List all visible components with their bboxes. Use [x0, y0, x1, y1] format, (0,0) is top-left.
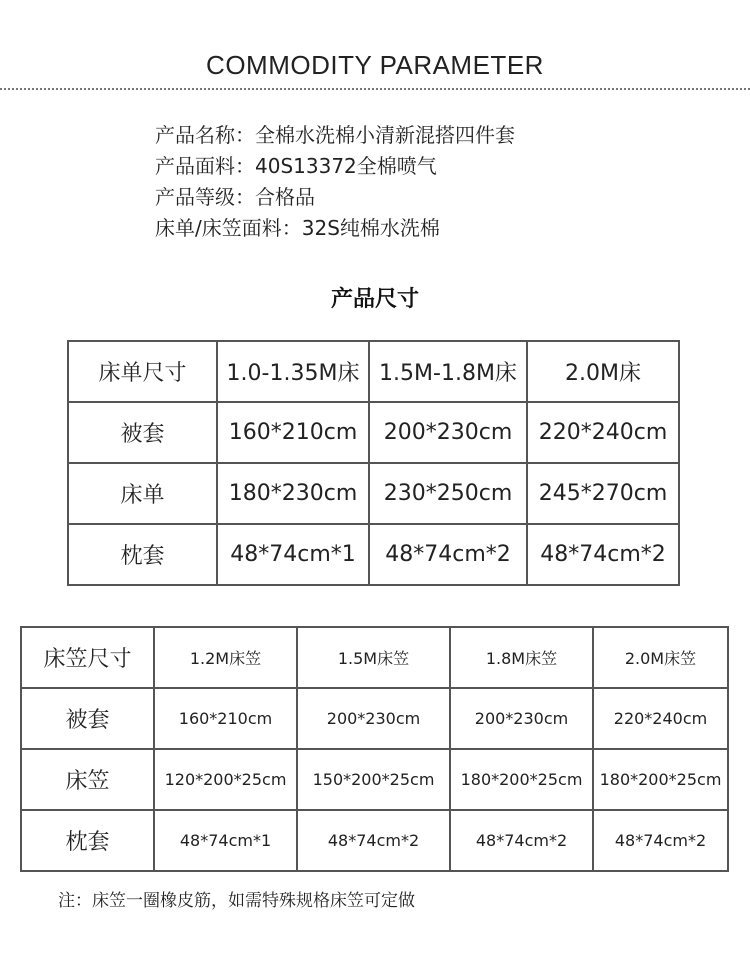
table-header-cell: 床笠尺寸 [21, 627, 154, 688]
fitted-sheet-size-table [20, 626, 729, 872]
param-fabric [155, 151, 515, 182]
row-label: 床单 [68, 463, 217, 524]
param-label: 产品名称： [155, 123, 255, 147]
table-cell: 48*74cm*2 [297, 810, 450, 871]
param-grade [155, 182, 515, 213]
table-cell: 48*74cm*1 [154, 810, 297, 871]
row-label: 床笠 [21, 749, 154, 810]
param-label: 床单/床笠面料： [155, 216, 302, 240]
row-label: 枕套 [21, 810, 154, 871]
table-header-cell: 床单尺寸 [68, 341, 217, 402]
table-header-cell: 1.0-1.35M床 [217, 341, 369, 402]
param-name [155, 120, 515, 151]
param-sheet-fabric [155, 213, 515, 244]
table-cell: 230*250cm [369, 463, 527, 524]
table-cell: 220*240cm [527, 402, 679, 463]
table-cell: 200*230cm [369, 402, 527, 463]
table-header-row [21, 627, 728, 688]
footnote: 注：床笠一圈橡皮筋，如需特殊规格床笠可定做 [58, 891, 415, 911]
row-label: 枕套 [68, 524, 217, 585]
table-header-cell: 2.0M床笠 [593, 627, 728, 688]
param-value: 合格品 [255, 185, 315, 209]
table-cell: 48*74cm*2 [450, 810, 593, 871]
table-cell: 48*74cm*2 [369, 524, 527, 585]
dotted-divider [0, 88, 750, 90]
table-cell: 48*74cm*2 [527, 524, 679, 585]
table-header-cell: 1.5M-1.8M床 [369, 341, 527, 402]
table-cell: 160*210cm [154, 688, 297, 749]
page-title: COMMODITY PARAMETER [206, 50, 544, 80]
table-cell: 180*200*25cm [450, 749, 593, 810]
param-label: 产品等级： [155, 185, 255, 209]
table-cell: 48*74cm*2 [593, 810, 728, 871]
sheet-size-table [67, 340, 680, 586]
table-row [21, 688, 728, 749]
table-cell: 120*200*25cm [154, 749, 297, 810]
param-value: 32S纯棉水洗棉 [301, 216, 440, 240]
table-cell: 200*230cm [450, 688, 593, 749]
table-header-cell: 1.5M床笠 [297, 627, 450, 688]
table-cell: 220*240cm [593, 688, 728, 749]
row-label: 被套 [68, 402, 217, 463]
table-cell: 150*200*25cm [297, 749, 450, 810]
table-header-cell: 2.0M床 [527, 341, 679, 402]
table-row [68, 463, 679, 524]
table-cell: 200*230cm [297, 688, 450, 749]
param-value: 40S13372全棉喷气 [255, 154, 437, 178]
table-row [21, 749, 728, 810]
table-row [68, 524, 679, 585]
row-label: 被套 [21, 688, 154, 749]
table-cell: 245*270cm [527, 463, 679, 524]
param-value: 全棉水洗棉小清新混搭四件套 [255, 123, 515, 147]
table-cell: 160*210cm [217, 402, 369, 463]
table-cell: 48*74cm*1 [217, 524, 369, 585]
table-header-cell: 1.2M床笠 [154, 627, 297, 688]
section-title: 产品尺寸 [330, 287, 419, 312]
table-row [21, 810, 728, 871]
table-cell: 180*200*25cm [593, 749, 728, 810]
table-header-cell: 1.8M床笠 [450, 627, 593, 688]
param-label: 产品面料： [155, 154, 255, 178]
table-row [68, 402, 679, 463]
table-cell: 180*230cm [217, 463, 369, 524]
table-header-row [68, 341, 679, 402]
product-params [155, 120, 515, 244]
